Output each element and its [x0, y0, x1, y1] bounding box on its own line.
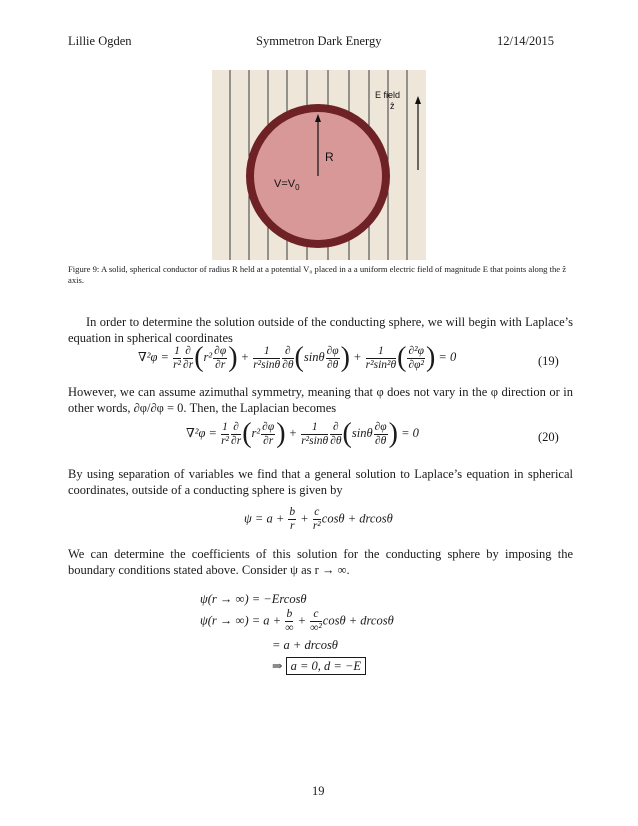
header-author: Lillie Ogden — [68, 34, 132, 48]
equation-20-number: (20) — [538, 430, 559, 444]
potential-label: $V=V_0$ — [274, 178, 300, 193]
bc-line-3: = a + drcosθ — [272, 638, 338, 652]
paragraph-3: By using separation of variables we find that a general solution to Laplace’s equation in spherical coordinates, outside of a conducting sphere is given by — [68, 467, 573, 497]
equation-19-number: (19) — [538, 354, 559, 368]
paragraph-2: However, we can assume azimuthal symmetry, meaning that φ does not vary in the φ direction or in other words, ∂φ/∂φ = 0. Then, the Laplacian becomes — [68, 385, 573, 415]
figure-caption: Figure 9: A solid, spherical conductor of radius R held at a potential V₀ placed in a a uniform electric field of magnitude E that points along the ẑ axis. — [68, 264, 567, 285]
paragraph-4: We can determine the coefficients of this solution for the conducting sphere by imposing the boundary conditions stated above. Consider ψ as r → ∞. — [68, 547, 573, 577]
bc-line-1: ψ(r → ∞) = −Ercosθ — [200, 592, 307, 606]
equation-20: ∇²φ = $\frac{1}{\text{r²}}$ $\frac{\partial}{\partial r}$ (r² $\frac{\partial\varphi}{\partial r}$ ) + $\frac{1}{\text{r²sinθ}}$ $\frac{\partial}{\partial\theta}$ (sinθ $\frac{\partial\varphi}{\partial\theta}$ ) = 0 — [186, 418, 419, 449]
page-number: 19 — [312, 784, 325, 798]
bc-line-2: ψ(r → ∞) = a + $\frac{b}{\infty}$ + $\frac{c}{\text{∞²}}$ cosθ + drcosθ — [200, 608, 394, 634]
implies-arrow: ⇒ — [272, 659, 283, 673]
general-solution-equation: ψ = a + $\frac{b}{r}$ + $\frac{c}{\text{r²}}$ cosθ + drcosθ — [244, 506, 393, 532]
boxed-result: a = 0, d = −E — [286, 657, 366, 675]
efield-label: E field — [375, 90, 401, 100]
z-hat-label: ẑ — [390, 101, 395, 111]
efield-arrowhead — [415, 96, 421, 104]
equation-19: ∇²φ = $\frac{1}{\text{r²}}$ $\frac{\partial}{\partial r}$ (r² $\frac{\partial\varphi}{\partial r}$ ) + $\frac{1}{\text{r²sinθ}}$ $\frac{\partial}{\partial\theta}$ (sinθ $\frac{\partial\varphi}{\partial\theta}$ ) + $\frac{1}{\text{r²sin²θ}}$ ( $\frac{\text{∂²φ}}{\text{∂φ²}}$ ) = 0 — [138, 342, 457, 373]
header-date: 12/14/2015 — [497, 34, 554, 48]
paragraph-1: In order to determine the solution outside of the conducting sphere, we will begin with Laplace’s equation in spherical coordinates — [68, 315, 573, 345]
bc-line-4 — [272, 658, 366, 674]
radius-label: R — [325, 150, 334, 164]
figure-9 — [212, 70, 426, 260]
header-title: Symmetron Dark Energy — [256, 34, 382, 48]
